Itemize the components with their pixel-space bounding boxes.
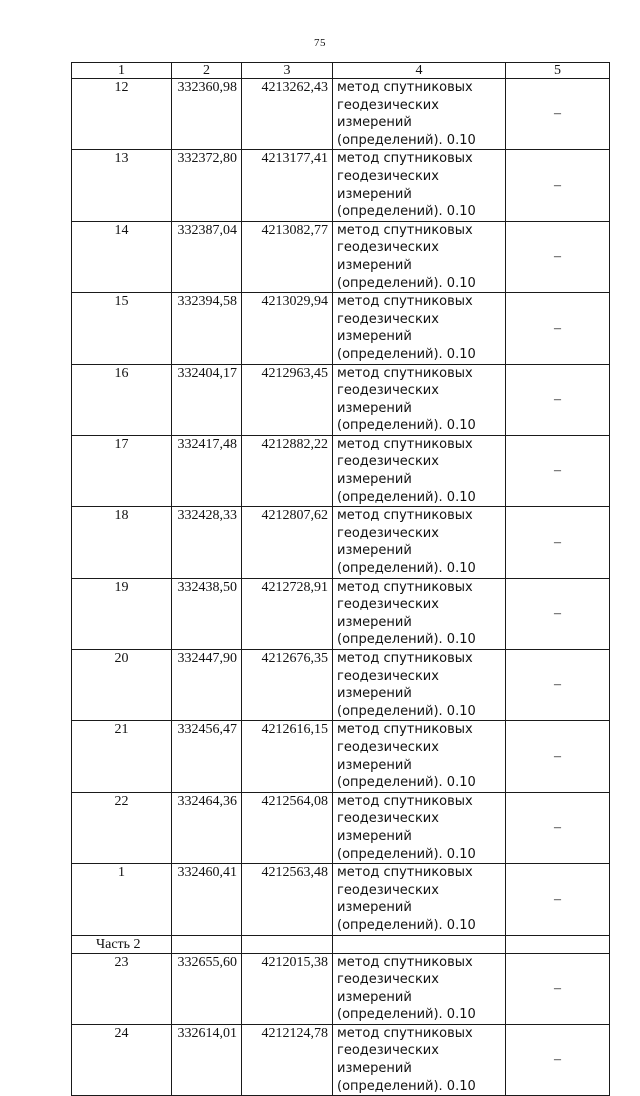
note-cell: – <box>506 864 610 935</box>
note-cell: – <box>506 221 610 292</box>
y-coordinate-cell: 4212807,62 <box>242 507 333 578</box>
y-coordinate-cell: 4212728,91 <box>242 578 333 649</box>
y-coordinate-cell: 4212124,78 <box>242 1024 333 1095</box>
table-row <box>72 721 610 792</box>
header-col-2: 2 <box>172 63 242 79</box>
note-cell: – <box>506 650 610 721</box>
section-row <box>72 935 610 953</box>
table-row <box>72 221 610 292</box>
table-row <box>72 953 610 1024</box>
method-cell: метод спутниковых геодезических измерений (определений). 0.10 <box>333 650 506 721</box>
coordinates-table <box>71 62 610 1096</box>
method-cell: метод спутниковых геодезических измерений (определений). 0.10 <box>333 364 506 435</box>
point-number-cell: 18 <box>72 507 172 578</box>
table-row <box>72 650 610 721</box>
point-number-cell: 16 <box>72 364 172 435</box>
note-cell: – <box>506 953 610 1024</box>
note-cell: – <box>506 364 610 435</box>
x-coordinate-cell: 332394,58 <box>172 293 242 364</box>
y-coordinate-cell: 4213262,43 <box>242 79 333 150</box>
x-coordinate-cell: 332360,98 <box>172 79 242 150</box>
header-col-3: 3 <box>242 63 333 79</box>
x-coordinate-cell: 332614,01 <box>172 1024 242 1095</box>
method-cell: метод спутниковых геодезических измерений (определений). 0.10 <box>333 507 506 578</box>
point-number-cell: 23 <box>72 953 172 1024</box>
table-row <box>72 792 610 863</box>
y-coordinate-cell: 4212882,22 <box>242 435 333 506</box>
x-coordinate-cell: 332438,50 <box>172 578 242 649</box>
x-coordinate-cell: 332404,17 <box>172 364 242 435</box>
page-number: 75 <box>314 37 326 49</box>
empty-cell <box>172 935 242 953</box>
x-coordinate-cell: 332655,60 <box>172 953 242 1024</box>
table-row <box>72 435 610 506</box>
x-coordinate-cell: 332417,48 <box>172 435 242 506</box>
note-cell: – <box>506 435 610 506</box>
method-cell: метод спутниковых геодезических измерений (определений). 0.10 <box>333 1024 506 1095</box>
x-coordinate-cell: 332447,90 <box>172 650 242 721</box>
note-cell: – <box>506 578 610 649</box>
note-cell: – <box>506 79 610 150</box>
x-coordinate-cell: 332460,41 <box>172 864 242 935</box>
method-cell: метод спутниковых геодезических измерений (определений). 0.10 <box>333 953 506 1024</box>
method-cell: метод спутниковых геодезических измерений (определений). 0.10 <box>333 150 506 221</box>
point-number-cell: 14 <box>72 221 172 292</box>
table-row <box>72 150 610 221</box>
y-coordinate-cell: 4212563,48 <box>242 864 333 935</box>
header-col-1: 1 <box>72 63 172 79</box>
x-coordinate-cell: 332428,33 <box>172 507 242 578</box>
empty-cell <box>242 935 333 953</box>
y-coordinate-cell: 4213082,77 <box>242 221 333 292</box>
table-row <box>72 79 610 150</box>
y-coordinate-cell: 4213029,94 <box>242 293 333 364</box>
x-coordinate-cell: 332464,36 <box>172 792 242 863</box>
method-cell: метод спутниковых геодезических измерений (определений). 0.10 <box>333 864 506 935</box>
note-cell: – <box>506 721 610 792</box>
y-coordinate-cell: 4212015,38 <box>242 953 333 1024</box>
section-label: Часть 2 <box>72 935 172 953</box>
empty-cell <box>506 935 610 953</box>
method-cell: метод спутниковых геодезических измерений (определений). 0.10 <box>333 293 506 364</box>
point-number-cell: 19 <box>72 578 172 649</box>
point-number-cell: 1 <box>72 864 172 935</box>
point-number-cell: 15 <box>72 293 172 364</box>
header-col-4: 4 <box>333 63 506 79</box>
empty-cell <box>333 935 506 953</box>
table-row <box>72 364 610 435</box>
x-coordinate-cell: 332372,80 <box>172 150 242 221</box>
method-cell: метод спутниковых геодезических измерений (определений). 0.10 <box>333 435 506 506</box>
point-number-cell: 20 <box>72 650 172 721</box>
table-row <box>72 507 610 578</box>
note-cell: – <box>506 150 610 221</box>
y-coordinate-cell: 4213177,41 <box>242 150 333 221</box>
y-coordinate-cell: 4212616,15 <box>242 721 333 792</box>
point-number-cell: 22 <box>72 792 172 863</box>
x-coordinate-cell: 332387,04 <box>172 221 242 292</box>
header-row <box>72 63 610 79</box>
point-number-cell: 24 <box>72 1024 172 1095</box>
method-cell: метод спутниковых геодезических измерений (определений). 0.10 <box>333 578 506 649</box>
x-coordinate-cell: 332456,47 <box>172 721 242 792</box>
point-number-cell: 21 <box>72 721 172 792</box>
table-row <box>72 864 610 935</box>
header-col-5: 5 <box>506 63 610 79</box>
note-cell: – <box>506 792 610 863</box>
y-coordinate-cell: 4212564,08 <box>242 792 333 863</box>
method-cell: метод спутниковых геодезических измерений (определений). 0.10 <box>333 721 506 792</box>
note-cell: – <box>506 1024 610 1095</box>
point-number-cell: 12 <box>72 79 172 150</box>
method-cell: метод спутниковых геодезических измерений (определений). 0.10 <box>333 221 506 292</box>
method-cell: метод спутниковых геодезических измерений (определений). 0.10 <box>333 79 506 150</box>
table-row <box>72 1024 610 1095</box>
table-header <box>72 63 610 79</box>
table-body <box>72 79 610 1096</box>
note-cell: – <box>506 507 610 578</box>
point-number-cell: 17 <box>72 435 172 506</box>
table-row <box>72 293 610 364</box>
point-number-cell: 13 <box>72 150 172 221</box>
y-coordinate-cell: 4212676,35 <box>242 650 333 721</box>
table-row <box>72 578 610 649</box>
y-coordinate-cell: 4212963,45 <box>242 364 333 435</box>
method-cell: метод спутниковых геодезических измерений (определений). 0.10 <box>333 792 506 863</box>
note-cell: – <box>506 293 610 364</box>
